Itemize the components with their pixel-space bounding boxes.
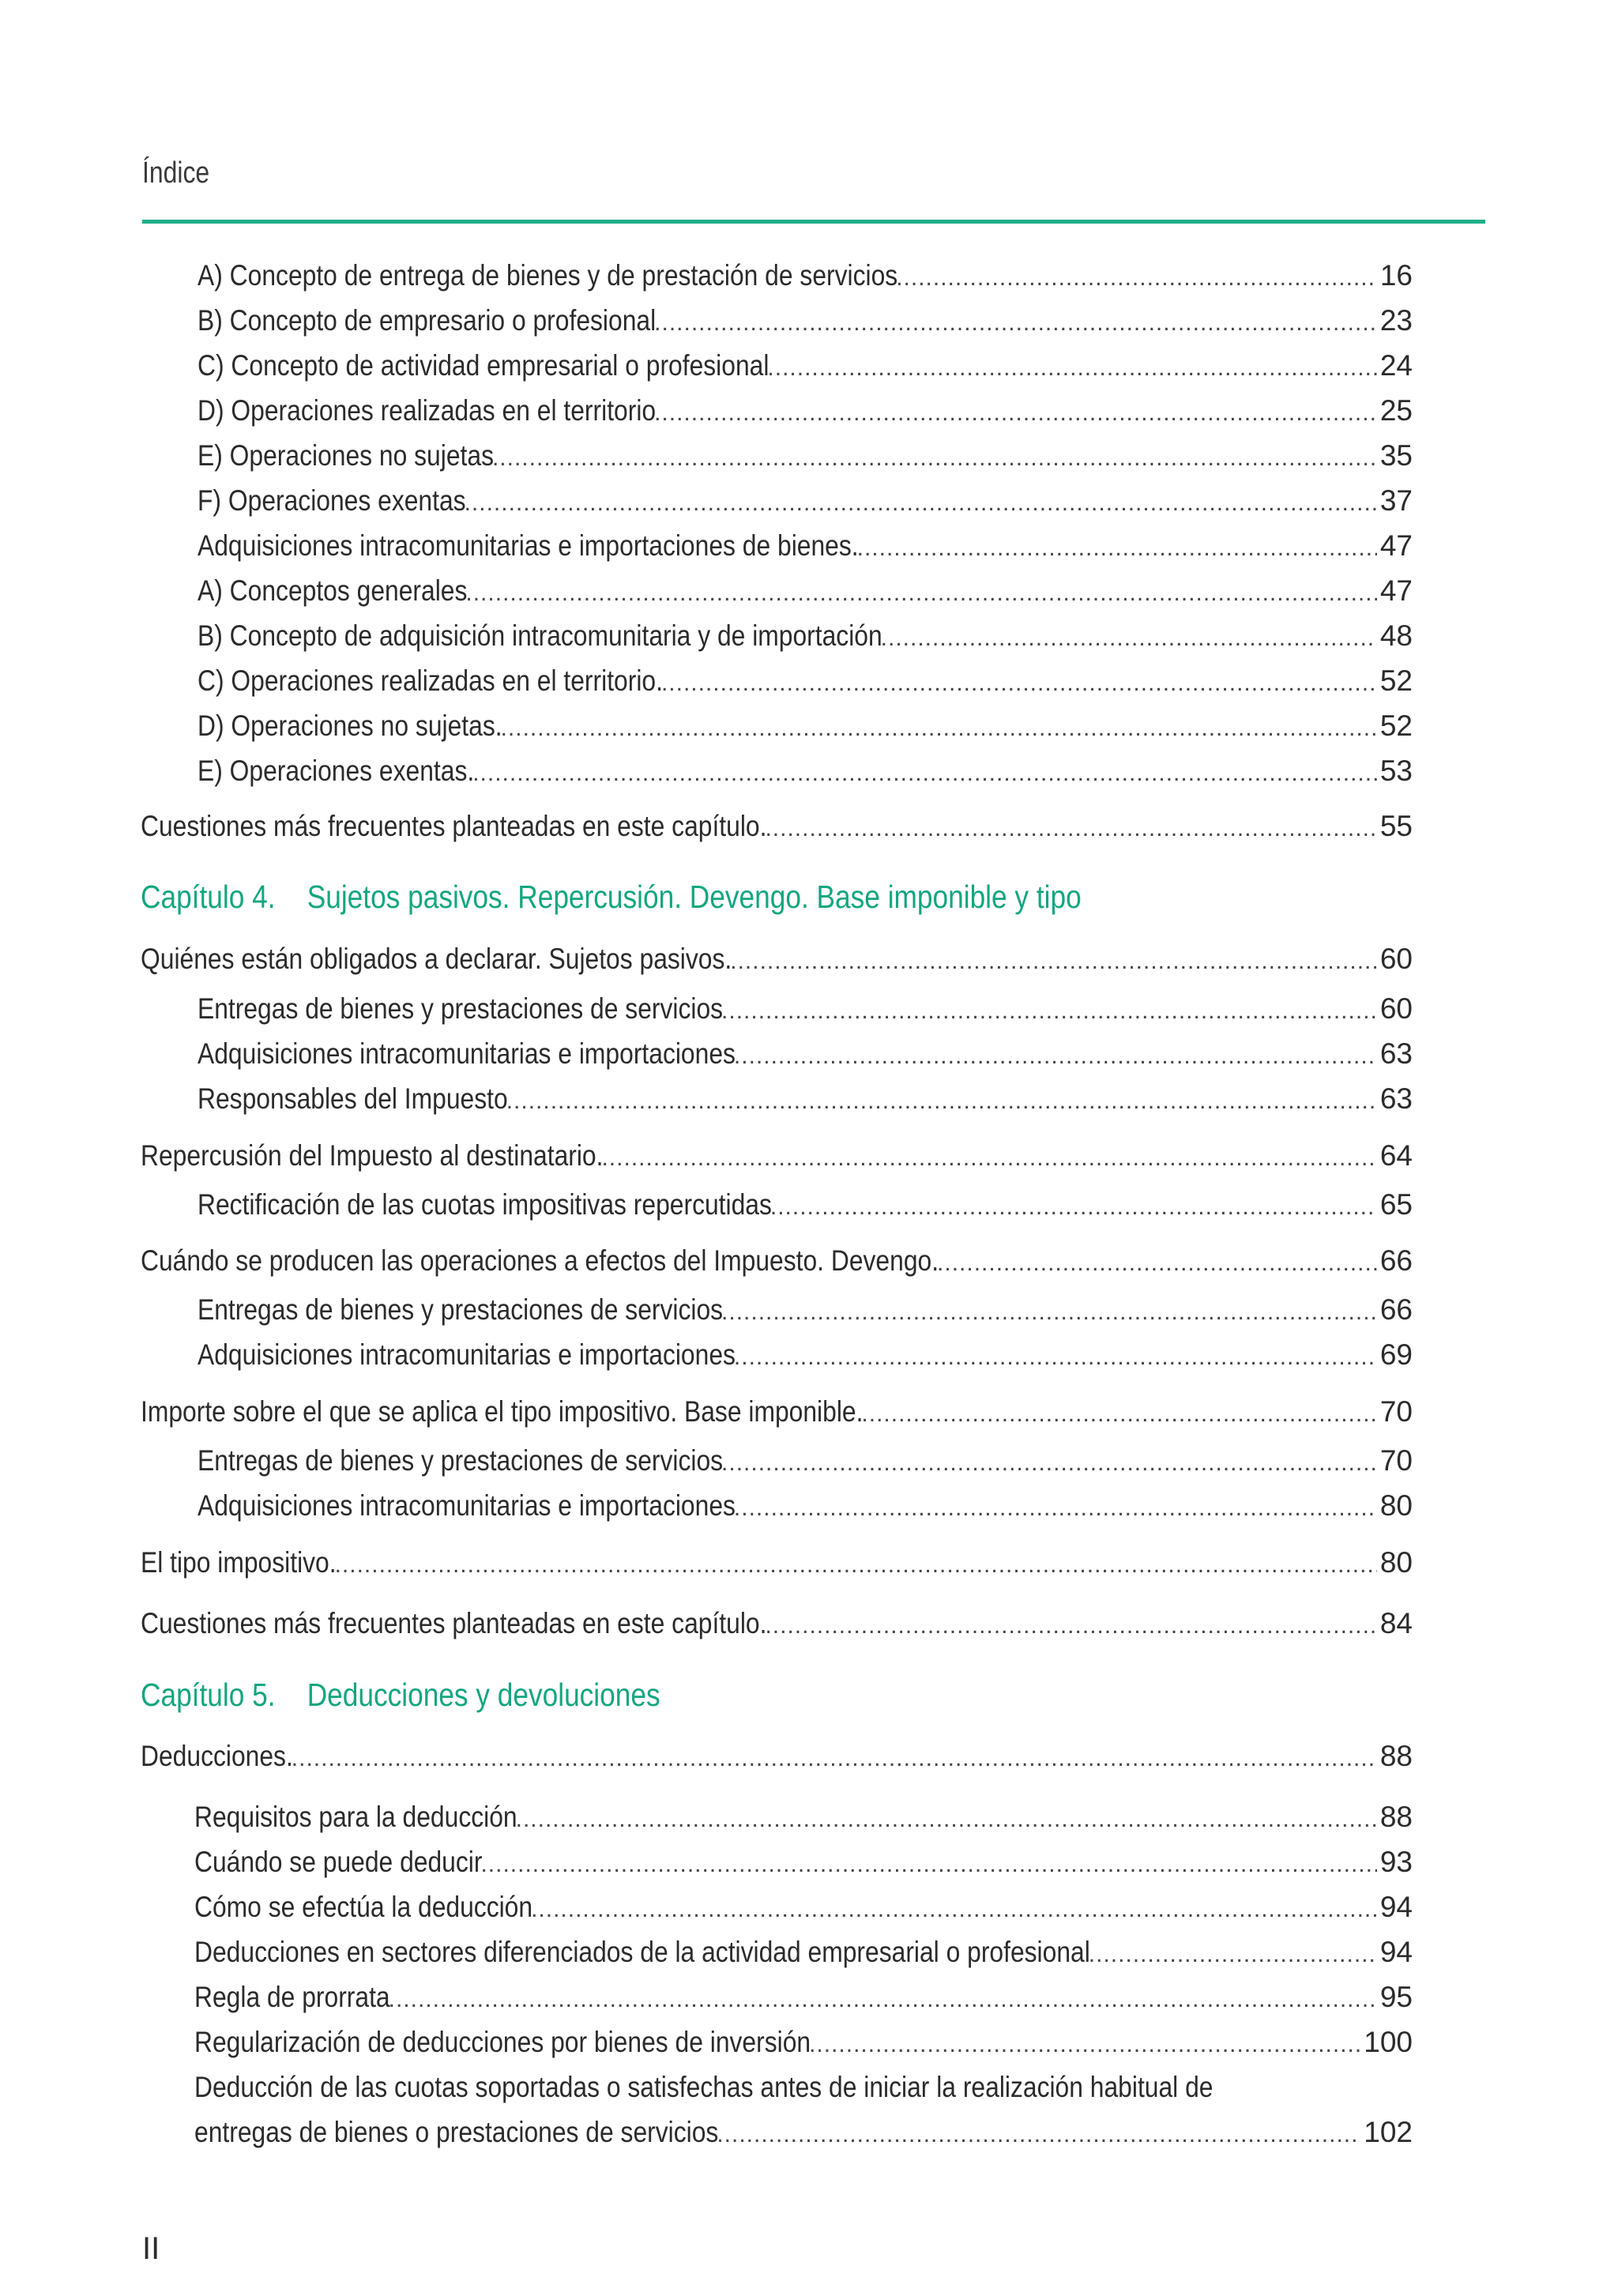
toc-entry-label: Quiénes están obligados a declarar. Sujetos pasivos. [141,943,732,975]
page-header-title: Índice [142,156,210,190]
toc-entry-label: Cuestiones más frecuentes planteadas en este capítulo. [141,810,767,842]
toc-leader-dots [721,1443,1377,1483]
toc-page-number: 25 [1379,394,1413,427]
toc-page-number: 95 [1379,1981,1413,2013]
toc-entry[interactable] [198,1441,1413,1481]
toc-entry[interactable] [141,1392,1413,1432]
toc-page-number: 94 [1379,1891,1413,1923]
toc-entry-label: Rectificación de las cuotas impositivas repercutidas [198,1188,772,1221]
toc-entry-label: Regla de prorrata [194,1981,390,2013]
toc-leader-dots [809,2025,1360,2065]
toc-leader-dots [661,664,1377,703]
toc-page-number: 64 [1379,1139,1413,1172]
toc-entry-label: B) Concepto de empresario o profesional [198,304,657,337]
toc-entry-label: El tipo impositivo. [141,1546,337,1579]
toc-entry[interactable] [141,1543,1413,1583]
toc-leader-dots [730,942,1377,981]
toc-page-number: 48 [1379,619,1413,652]
toc-leader-dots [531,1890,1377,1929]
toc-leader-dots [654,303,1377,343]
toc-leader-dots [937,1244,1377,1283]
toc-entry[interactable] [198,616,1413,656]
toc-entry[interactable] [198,661,1413,701]
toc-page-number: 23 [1379,304,1413,337]
toc-entry[interactable] [198,301,1413,341]
toc-entry-label: Adquisiciones intracomunitarias e importaciones [198,1489,736,1522]
toc-entry[interactable] [194,1888,1413,1927]
toc-page-number: 47 [1379,574,1413,607]
toc-entry[interactable] [194,1797,1413,1837]
toc-leader-dots [734,1489,1377,1528]
toc-entry[interactable] [141,1136,1413,1176]
page-number: II [142,2231,160,2266]
toc-entry-label: Deducciones. [141,1740,293,1772]
toc-entry[interactable] [198,1335,1413,1375]
toc-entry[interactable] [198,1486,1413,1526]
toc-page-number: 66 [1379,1244,1413,1277]
toc-entry[interactable] [198,1290,1413,1330]
toc-entry[interactable] [198,989,1413,1029]
toc-page-number: 69 [1379,1338,1413,1371]
toc-leader-dots [765,809,1376,849]
toc-page-number: 84 [1379,1607,1413,1639]
toc-page-number: 35 [1379,439,1413,472]
toc-leader-dots [492,438,1377,478]
toc-entry[interactable] [194,1978,1413,2017]
toc-entry-label: Adquisiciones intracomunitarias e importaciones [198,1037,736,1070]
toc-entry[interactable] [198,1079,1413,1119]
toc-leader-dots [516,1800,1377,1839]
toc-leader-dots [465,574,1376,613]
header-divider [142,220,1485,224]
toc-page-number: 102 [1364,2116,1413,2148]
toc-page-number: 88 [1379,1740,1413,1772]
toc-leader-dots [292,1739,1377,1778]
toc-entry[interactable] [198,436,1413,476]
chapter-number: Capítulo 4. [141,879,276,915]
toc-entry-label: Entregas de bienes y prestaciones de servicios [198,992,724,1025]
toc-entry-label: Cuestiones más frecuentes planteadas en este capítulo. [141,1607,767,1639]
toc-entry-label: Entregas de bienes y prestaciones de servicios [198,1293,724,1326]
toc-entry[interactable] [194,2113,1413,2152]
toc-page-number: 60 [1379,992,1413,1025]
toc-leader-dots [1089,1935,1377,1974]
toc-entry-label: Cuándo se producen las operaciones a efectos del Impuesto. Devengo. [141,1244,939,1277]
toc-leader-dots [654,393,1377,433]
toc-page-number: 63 [1379,1082,1413,1115]
toc-entry-label: Cuándo se puede deducir [194,1846,483,1878]
chapter-number: Capítulo 5. [141,1677,276,1713]
toc-leader-dots [767,348,1376,388]
toc-page-number: 60 [1379,943,1413,975]
toc-leader-dots [721,1293,1377,1332]
toc-entry[interactable] [198,346,1413,386]
toc-page-number: 70 [1379,1395,1413,1428]
toc-leader-dots [881,619,1377,658]
toc-page-number: 88 [1379,1801,1413,1833]
toc-entry[interactable] [198,256,1413,295]
chapter-heading[interactable] [141,1673,660,1717]
toc-leader-dots [861,1395,1376,1434]
toc-entry[interactable] [194,1933,1413,1972]
toc-entry-label: E) Operaciones no sujetas [198,439,494,472]
toc-leader-dots [472,754,1377,793]
toc-entry[interactable] [198,391,1413,431]
toc-page-number: 80 [1379,1489,1413,1522]
toc-entry[interactable] [141,1737,1413,1776]
toc-page-number: 37 [1379,484,1413,517]
toc-leader-dots [389,1980,1377,2019]
toc-entry[interactable] [198,751,1413,791]
toc-entry-label: Adquisiciones intracomunitarias e importaciones [198,1338,736,1371]
toc-entry-label: Responsables del Impuesto [198,1082,508,1115]
toc-page-number: 63 [1379,1037,1413,1070]
toc-entry-label: Repercusión del Impuesto al destinatario. [141,1139,604,1172]
toc-entry[interactable] [194,2023,1413,2062]
toc-entry-label: C) Operaciones realizadas en el territorio. [198,664,663,697]
toc-page-number: 66 [1379,1293,1413,1326]
toc-entry[interactable] [198,526,1413,566]
toc-page-number: 100 [1364,2026,1413,2058]
toc-entry-label: B) Concepto de adquisición intracomunitaria y de importación [198,619,882,652]
toc-leader-dots [717,2115,1360,2155]
toc-entry-label: D) Operaciones realizadas en el territorio [198,394,657,427]
chapter-title: Deducciones y devoluciones [307,1677,660,1713]
toc-page-number: 94 [1379,1936,1413,1968]
toc-leader-dots [896,258,1377,298]
toc-entry-label-first-line: Deducción de las cuotas soportadas o satisfechas antes de iniciar la realización habitual de [194,2071,1214,2103]
toc-page-number: 47 [1379,529,1413,562]
toc-entry[interactable] [141,1241,1413,1281]
toc-leader-dots [601,1139,1376,1178]
toc-entry[interactable] [198,481,1413,521]
chapter-title: Sujetos pasivos. Repercusión. Devengo. Base imponible y tipo [307,879,1082,915]
toc-entry-label: entregas de bienes o prestaciones de servicios [194,2116,719,2148]
toc-entry[interactable] [198,1185,1413,1225]
toc-page-number: 55 [1379,810,1413,842]
toc-leader-dots [857,529,1377,568]
toc-leader-dots [335,1545,1377,1585]
toc-leader-dots [770,1188,1377,1227]
toc-entry-label: Adquisiciones intracomunitarias e importaciones de bienes. [198,529,859,562]
toc-entry-label: C) Concepto de actividad empresarial o profesional [198,349,769,382]
toc-entry-label: E) Operaciones exentas. [198,755,475,787]
toc-leader-dots [501,709,1377,748]
toc-entry-label: D) Operaciones no sujetas. [198,710,502,742]
toc-leader-dots [465,484,1377,523]
toc-entry-label: Requisitos para la deducción [194,1801,517,1833]
toc-leader-dots [734,1338,1377,1377]
toc-entry[interactable] [198,706,1413,746]
chapter-heading[interactable] [141,875,1082,919]
toc-entry-label: Cómo se efectúa la deducción [194,1891,533,1923]
toc-entry-label: Entregas de bienes y prestaciones de servicios [198,1444,724,1477]
toc-entry-label: A) Conceptos generales [198,574,468,607]
toc-leader-dots [721,992,1377,1031]
toc-leader-dots [506,1082,1377,1121]
toc-entry-label: Deducciones en sectores diferenciados de la actividad empresarial o profesional [194,1936,1090,1968]
toc-page-number: 53 [1379,755,1413,787]
toc-page-number: 16 [1379,259,1413,292]
toc-leader-dots [765,1606,1376,1646]
toc-entry[interactable] [198,1034,1413,1074]
toc-leader-dots [480,1845,1376,1884]
toc-entry-label: F) Operaciones exentas [198,484,466,517]
toc-page-number: 93 [1379,1846,1413,1878]
toc-page-number: 80 [1379,1546,1413,1579]
toc-page-number: 24 [1379,349,1413,382]
toc-entry-label: Importe sobre el que se aplica el tipo impositivo. Base imponible. [141,1395,864,1428]
toc-page-number: 52 [1379,710,1413,742]
toc-leader-dots [734,1037,1377,1076]
toc-page-number: 70 [1379,1444,1413,1477]
toc-page-number: 52 [1379,664,1413,697]
toc-entry[interactable] [141,939,1413,979]
toc-entry-label: A) Concepto de entrega de bienes y de prestación de servicios [198,259,898,292]
toc-entry[interactable] [141,1604,1413,1643]
toc-page-number: 65 [1379,1188,1413,1221]
toc-entry-label: Regularización de deducciones por bienes de inversión [194,2026,811,2058]
toc-entry[interactable] [194,1842,1413,1882]
toc-entry[interactable] [198,571,1413,611]
toc-entry[interactable] [141,807,1413,846]
